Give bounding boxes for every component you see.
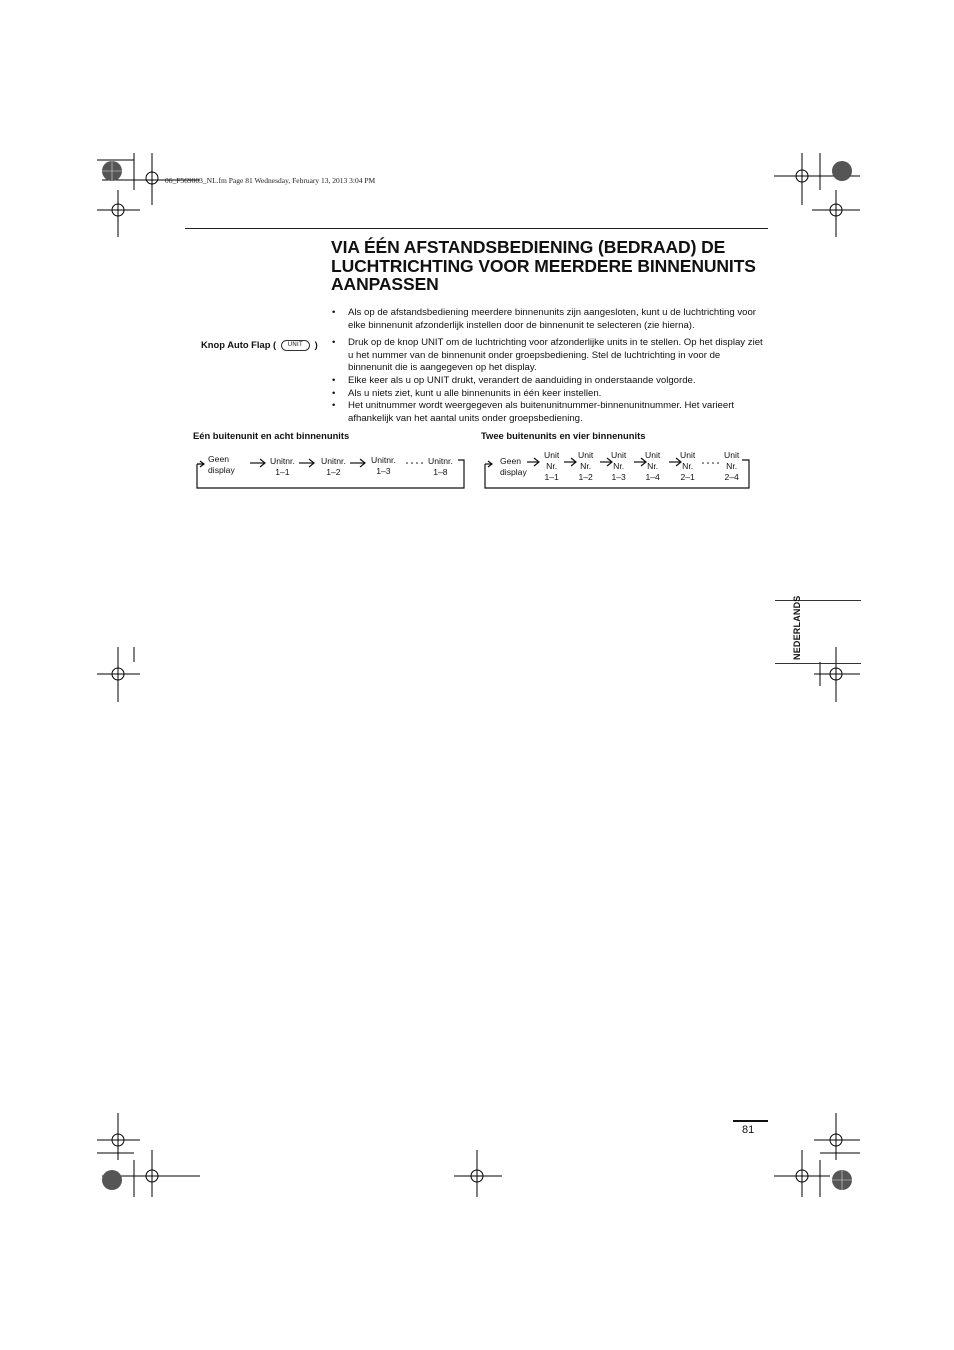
flow-node-unitnr-1-2: Unitnr. 1–2 <box>321 456 346 477</box>
page-number-rule <box>733 1120 768 1122</box>
flow-node-unitnr-1-1: Unitnr. 1–1 <box>270 456 295 477</box>
diagram-left-heading: Eén buitenunit en acht binnenunits <box>193 430 350 441</box>
bullet-list <box>331 307 763 425</box>
flow-node-unit-nr-1-4: Unit Nr. 1–4 <box>645 450 661 482</box>
top-rule <box>185 228 768 229</box>
list-item: • Als op de afstandsbediening meerdere binnenunits zijn aangesloten, kunt u de luchtrichting voor elke binnenunit afzonderlijk instellen door de binnenunit te selecteren (zie hierna). <box>331 307 763 332</box>
diagram-right-heading: Twee buitenunits en vier binnenunits <box>481 430 646 441</box>
flow-node-unitnr-1-8: Unitnr. 1–8 <box>428 456 453 477</box>
side-label-suffix: ) <box>314 339 318 350</box>
file-info-line: 06_F569003_NL.fm Page 81 Wednesday, February 13, 2013 3:04 PM <box>165 176 376 185</box>
language-tab <box>775 600 861 664</box>
flow-node-unit-nr-1-2: Unit Nr. 1–2 <box>578 450 594 482</box>
list-item: • Als u niets ziet, kunt u alle binnenunits in één keer instellen. <box>331 388 763 401</box>
language-tab-label: NEDERLANDS <box>792 595 802 660</box>
page-title: VIA ÉÉN AFSTANDSBEDIENING (BEDRAAD) DE LUCHTRICHTING VOOR MEERDERE BINNENUNITS AANPASSEN <box>331 237 756 294</box>
flow-node-unit-nr-2-1: Unit Nr. 2–1 <box>680 450 696 482</box>
flow-node-geen-display-2: Geen display <box>500 456 527 477</box>
list-item: • Druk op de knop UNIT om de luchtrichting voor afzonderlijke units in te stellen. Op het display ziet u het nummer van de binnenunit onder groepsbediening. Stel de luchtrichting in voor de binnenunit die is aangegeven op het display. <box>331 337 763 375</box>
list-item: • Het unitnummer wordt weergegeven als buitenunitnummer-binnenunitnummer. Het varieert afhankelijk van het aantal units onder groepsbediening. <box>331 400 763 425</box>
page-number: 81 <box>742 1124 755 1136</box>
flow-node-unitnr-1-3: Unitnr. 1–3 <box>371 455 396 476</box>
flow-node-unit-nr-1-1: Unit Nr. 1–1 <box>544 450 560 482</box>
side-label-prefix: Knop Auto Flap ( <box>201 339 277 350</box>
unit-button-icon: UNIT <box>281 340 310 351</box>
flow-node-unit-nr-1-3: Unit Nr. 1–3 <box>611 450 627 482</box>
list-item: • Elke keer als u op UNIT drukt, verandert de aanduiding in onderstaande volgorde. <box>331 375 763 388</box>
flow-node-geen-display: Geen display <box>208 454 235 475</box>
knop-auto-flap-label <box>201 339 318 351</box>
flow-node-unit-nr-2-4: Unit Nr. 2–4 <box>724 450 740 482</box>
